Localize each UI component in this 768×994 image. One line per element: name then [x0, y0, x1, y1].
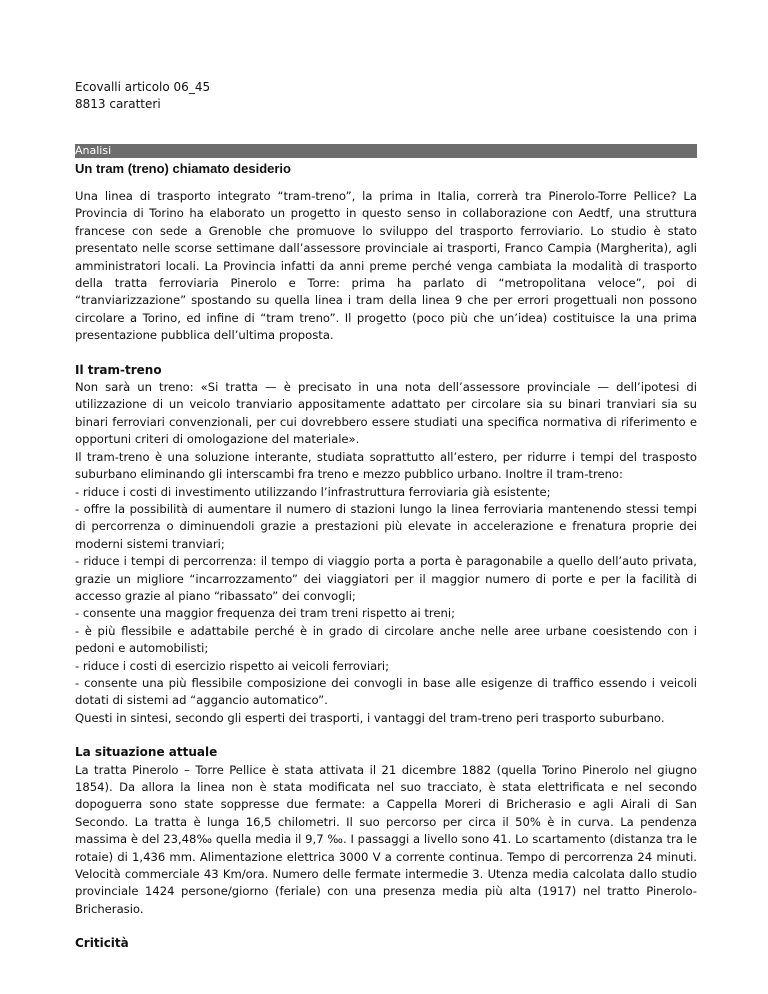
character-count: 8813 caratteri	[75, 97, 161, 111]
list-item: - riduce i tempi di percorrenza: il tempo di viaggio porta a porta è paragonabile a quello dell’auto privata, grazie un migliore “incarrozzamento” dei viaggiatori per il maggior numero di porte e per la facilità di accesso grazie al piano “ribassato” dei convogli;	[75, 554, 697, 603]
tram-treno-paragraph-3: Questi in sintesi, secondo gli esperti dei trasporti, i vantaggi del tram-treno peri trasporto suburbano.	[75, 710, 665, 725]
situazione-heading: La situazione attuale	[75, 745, 218, 760]
list-item: - offre la possibilità di aumentare il numero di stazioni lungo la linea ferroviaria mantenendo stessi tempi di percorrenza o diminuendoli grazie a prestazioni più elevate in accelerazione e frenatura proprie dei moderni sistemi tranviari;	[75, 501, 697, 551]
article-title: Un tram (treno) chiamato desiderio	[75, 161, 291, 176]
criticita-heading: Criticità	[75, 936, 129, 951]
list-item: - riduce i costi di esercizio rispetto ai veicoli ferroviari;	[75, 658, 390, 673]
intro-paragraph: Una linea di trasporto integrato “tram-treno”, la prima in Italia, correrà tra Pinerolo-Torre Pellice? La Provincia di Torino ha elaborato un progetto in questo senso in collaborazione con Aedtf, una struttura francese con sede a Grenoble che promuove lo sviluppo del trasporto ferroviario. Lo studio è stato presentato nelle scorse settimane dall’assessore provinciale ai trasporti, Franco Campia (Margherita), agli amministratori locali. La Provincia infatti da anni preme perché venga cambiata la modalità di trasporto della tratta ferroviaria Pinerolo e Torre: prima ha parlato di “metropolitana veloce”, poi di “tranviarizzazione” spostando su quella linea i tram della linea 9 che per errori progettuali non possono circolare a Torino, ed infine di “tram treno”. Il progetto (poco più che un’idea) costituisce la una prima presentazione pubblica dell’ultima proposta.	[75, 189, 697, 343]
situazione-paragraph: La tratta Pinerolo – Torre Pellice è stata attivata il 21 dicembre 1882 (quella Torino Pinerolo nel giugno 1854). Da allora la linea non è stata modificata nel suo tracciato, è stata elettrificata e nel secondo dopoguerra sono state soppresse due fermate: a Cappella Moreri di Bricherasio e agli Airali di San Secondo. La tratta è lunga 16,5 chilometri. Il suo percorso per circa il 50% è in curva. La pendenza massima è del 23,48‰ quella media il 9,7 ‰. I passaggi a livello sono 41. Lo scartamento (distanza tra le rotaie) di 1,436 mm. Alimentazione elettrica 3000 V a corrente continua. Tempo di percorrenza 24 minuti. Velocità commerciale 43 Km/ora. Numero delle fermate intermedie 3. Utenza media calcolata dallo studio provinciale 1424 persone/giorno (feriale) con una presenza media più alta (1917) nel tratto Pinerolo- Bricherasio.	[75, 762, 697, 916]
section-label-bar: Analisi	[75, 144, 697, 158]
article-meta	[75, 79, 210, 113]
tram-treno-paragraph-1: Non sarà un treno: «Si tratta — è precisato in una nota dell’assessore provinciale — dell’ipotesi di utilizzazione di un veicolo tranviario appositamente adattato per circolare sia su binari tranviari sia su binari ferroviari convenzionali, per cui dovrebbero essere studiati una specifica normativa di riferimento e opportuni criteri di omologazione del materiale».	[75, 380, 697, 447]
list-item: - è più flessibile e adattabile perché è in grado di circolare anche nelle aree urbane coesistendo con i pedoni e automobilisti;	[75, 623, 697, 656]
tram-treno-paragraph-2: Il tram-treno è una soluzione interante, studiata soprattutto all’estero, per ridurre i tempi del trasposto suburbano eliminando gli interscambi fra treno e mezzo pubblico urbano. Inoltre il tram-treno:	[75, 449, 697, 482]
article-id: Ecovalli articolo 06_45	[75, 80, 211, 94]
article-body	[75, 188, 697, 953]
list-item: - consente una maggior frequenza dei tram treni rispetto ai treni;	[75, 606, 456, 621]
list-item: - riduce i costi di investimento utilizzando l’infrastruttura ferroviaria già esistente;	[75, 484, 551, 499]
list-item: - consente una più flessibile composizione dei convogli in base alle esigenze di traffico essendo i veicoli dotati di sistemi ad “aggancio automatico”.	[75, 675, 697, 708]
tram-treno-heading: Il tram-treno	[75, 362, 162, 377]
